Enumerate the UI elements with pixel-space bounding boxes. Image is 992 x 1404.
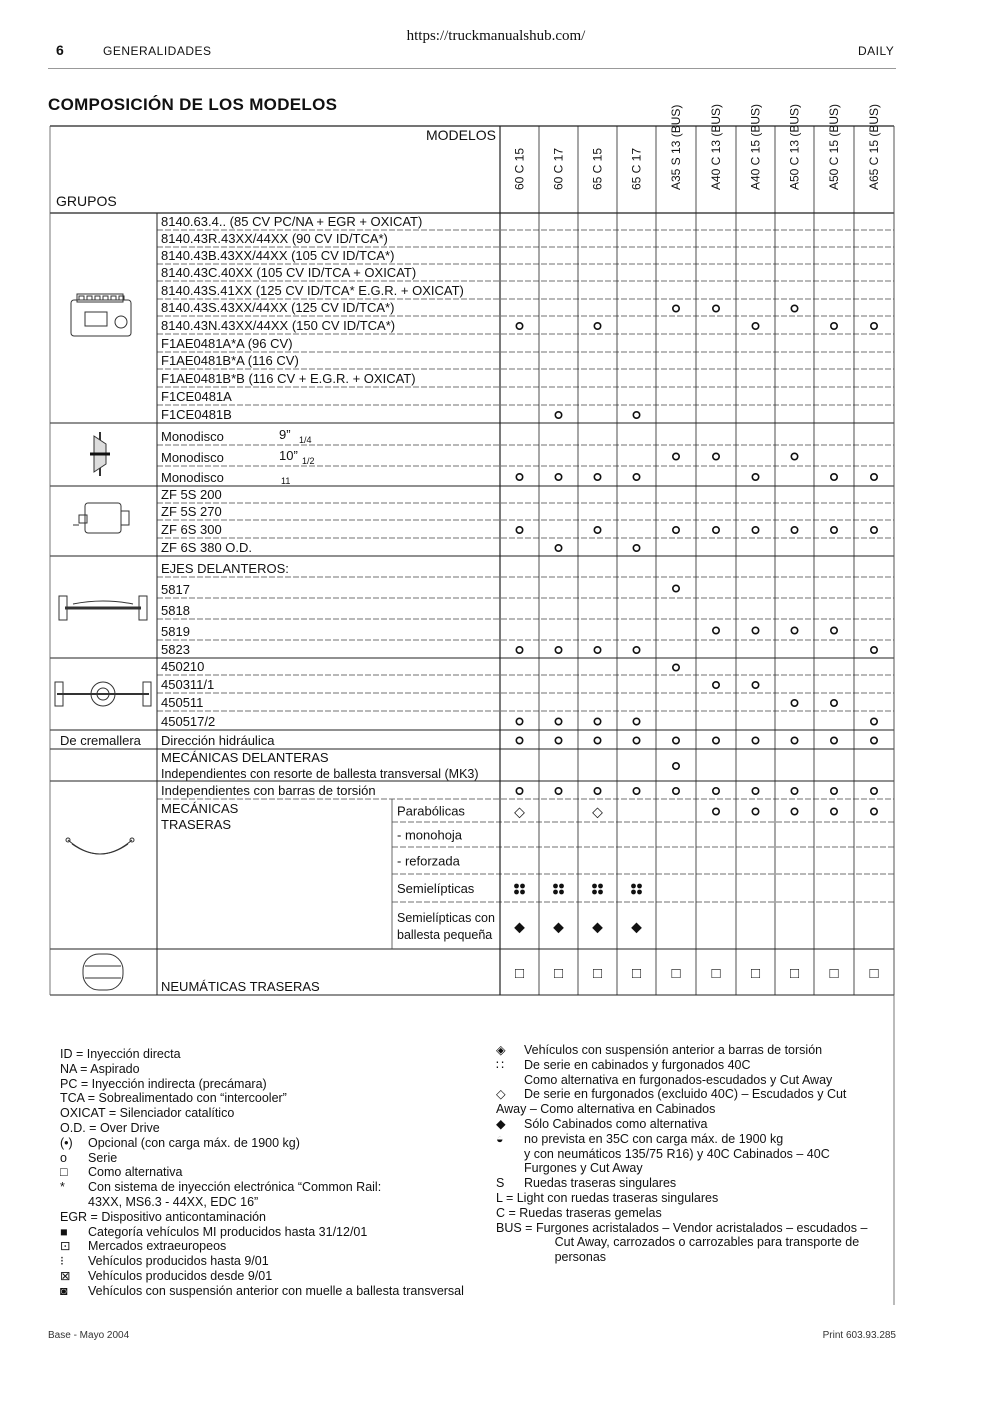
model-header: A50 C 13 (BUS) <box>787 103 802 190</box>
dot <box>514 884 519 889</box>
gearbox-case <box>85 503 121 533</box>
legend-item <box>60 1062 500 1077</box>
row-label: 10” <box>279 448 298 463</box>
legend-text: PC = Inyección indirecta (precámara) <box>60 1076 267 1091</box>
row-label: 5817 <box>161 582 190 597</box>
table-content <box>56 104 881 994</box>
standard-mark <box>871 647 877 653</box>
row-label: Monodisco <box>161 470 224 485</box>
option-mark: □ <box>829 965 839 982</box>
standard-mark <box>752 627 758 633</box>
standard-mark <box>831 788 837 794</box>
standard-mark <box>713 527 719 533</box>
legend-item <box>60 1210 500 1225</box>
legend-item <box>60 1106 500 1121</box>
brand-name: DAILY <box>858 44 895 58</box>
dot <box>631 890 636 895</box>
legend-text: De serie en furgonados (excluido 40C) – Escudados y Cut <box>524 1087 847 1102</box>
legend-item <box>60 1047 500 1062</box>
model-header: A50 C 15 (BUS) <box>827 103 841 190</box>
legend-text: L = Light con ruedas traseras singulares <box>496 1190 719 1205</box>
header-url[interactable]: https://truckmanualshub.com/ <box>406 28 586 44</box>
row-label: ZF 6S 300 <box>161 522 222 537</box>
row-label: F1AE0481B*B (116 CV + E.G.R. + OXICAT) <box>161 371 416 386</box>
standard-mark <box>791 808 797 814</box>
standard-mark <box>516 718 522 724</box>
legend-text: TCA = Sobrealimentado con “intercooler” <box>60 1091 287 1106</box>
row-label: 8140.43R.43XX/44XX (90 CV ID/TCA*) <box>161 231 388 246</box>
legend-item <box>496 1102 896 1117</box>
standard-mark <box>752 323 758 329</box>
legend-text: O.D. = Over Drive <box>60 1120 160 1135</box>
legend-text: Con sistema de inyección electrónica “Common Rail: <box>88 1180 382 1195</box>
row-label: 5819 <box>161 624 190 639</box>
standard-mark <box>594 788 600 794</box>
legend-symbol: ◒ <box>496 1131 504 1146</box>
legend-symbol <box>496 1161 524 1176</box>
spring-leaf <box>72 844 128 854</box>
legend-symbol: ◇ <box>496 1087 506 1102</box>
row-label: ZF 6S 380 O.D. <box>161 540 253 555</box>
legend-text: Como alternativa en furgonados-escudados y Cut Away <box>524 1072 833 1087</box>
legend-text: Away – Como alternativa en Cabinados <box>496 1102 716 1117</box>
row-label: 8140.63.4.. (85 CV PC/NA + EGR + OXICAT) <box>161 214 423 229</box>
legend-symbol <box>496 1235 523 1265</box>
page-title: COMPOSICIÓN DE LOS MODELOS <box>48 95 338 114</box>
standard-mark <box>713 788 719 794</box>
standard-mark <box>516 323 522 329</box>
legend-text: OXICAT = Silenciador catalítico <box>60 1106 235 1121</box>
legend-symbol: (•) <box>60 1135 73 1150</box>
standard-mark <box>831 700 837 706</box>
legend-item <box>496 1132 896 1147</box>
legend-text: EGR = Dispositivo anticontaminación <box>60 1209 266 1224</box>
legend-item <box>496 1235 896 1265</box>
standard-mark <box>594 718 600 724</box>
legend-text: Furgones y Cut Away <box>524 1161 643 1176</box>
legend-item <box>60 1225 500 1240</box>
standard-mark <box>555 788 561 794</box>
legend-item <box>60 1136 500 1151</box>
engine-port <box>79 296 84 300</box>
legend-text: no prevista en 35C con carga máx. de 1900 kg <box>524 1131 784 1146</box>
dot <box>559 884 564 889</box>
standard-mark <box>871 737 877 743</box>
legend-item <box>496 1147 896 1162</box>
standard-mark <box>831 474 837 480</box>
row-label: 8140.43C.40XX (105 CV ID/TCA + OXICAT) <box>161 265 417 280</box>
standard-mark <box>673 453 679 459</box>
model-header: A65 C 15 (BUS) <box>867 103 881 190</box>
tire-outline <box>83 954 123 990</box>
dot <box>514 890 519 895</box>
legend-text: Sólo Cabinados como alternativa <box>524 1116 708 1131</box>
option-mark: ◇ <box>514 803 525 820</box>
row-label: - reforzada <box>397 853 460 869</box>
standard-mark <box>516 474 522 480</box>
standard-mark <box>555 474 561 480</box>
legend-item <box>60 1091 500 1106</box>
section-title: GENERALIDADES <box>103 44 212 58</box>
standard-mark <box>791 627 797 633</box>
dot <box>592 890 597 895</box>
engine-icon <box>71 294 131 336</box>
standard-mark <box>516 737 522 743</box>
standard-mark <box>594 647 600 653</box>
legend-text: Opcional (con carga máx. de 1900 kg) <box>88 1135 300 1150</box>
dot <box>592 884 597 889</box>
legend-symbol <box>60 1195 88 1210</box>
standard-mark <box>633 737 639 743</box>
standard-mark <box>752 527 758 533</box>
legend-text: NA = Aspirado <box>60 1061 140 1076</box>
row-label: 8140.43S.41XX (125 CV ID/TCA* E.G.R. + OXICAT) <box>161 283 464 298</box>
standard-mark <box>871 474 877 480</box>
row-label: ZF 5S 270 <box>161 504 222 519</box>
option-mark: □ <box>869 965 879 982</box>
row-label: - monohoja <box>397 827 463 843</box>
model-header: 65 C 15 <box>590 147 605 190</box>
legend-symbol: ⁝ <box>60 1254 64 1269</box>
legend-item <box>60 1269 500 1284</box>
standard-mark <box>871 718 877 724</box>
standard-mark <box>831 808 837 814</box>
row-label: Monodisco <box>161 450 224 465</box>
legend-text: Como alternativa <box>88 1165 183 1180</box>
legend-symbol: ◆ <box>496 1116 506 1131</box>
engine-port <box>111 296 116 300</box>
legend-text: Categoría vehículos MI producidos hasta 31/12/01 <box>88 1224 368 1239</box>
row-label: NEUMÁTICAS TRASERAS <box>161 979 320 994</box>
row-label: MECÁNICAS DELANTERAS <box>161 750 329 765</box>
standard-mark <box>871 808 877 814</box>
legend-item <box>496 1221 896 1236</box>
engine-port <box>87 296 92 300</box>
engine-pulley <box>115 316 127 328</box>
standard-mark <box>555 545 561 551</box>
standard-mark <box>633 474 639 480</box>
option-mark: ◆ <box>631 918 642 935</box>
row-label: 450511 <box>161 695 204 710</box>
standard-mark <box>673 737 679 743</box>
gearbox-input <box>79 515 87 523</box>
dot <box>631 884 636 889</box>
standard-mark <box>555 647 561 653</box>
row-label: Independientes con barras de torsión <box>161 783 376 798</box>
legend-symbol: ∷ <box>496 1057 504 1072</box>
option-mark: ◆ <box>592 918 603 935</box>
row-label: 5823 <box>161 642 190 657</box>
option-mark: ◆ <box>553 918 564 935</box>
standard-mark <box>633 718 639 724</box>
option-mark: □ <box>514 965 525 982</box>
standard-mark <box>633 647 639 653</box>
legend-text: Ruedas traseras singulares <box>524 1176 677 1191</box>
row-label: Independientes con resorte de ballesta transversal (MK3) <box>161 767 479 781</box>
legend-item <box>60 1195 500 1210</box>
legend-text: BUS = Furgones acristalados – Vendor acristalados – escudados – <box>496 1220 868 1235</box>
row-label: F1CE0481A <box>161 389 232 404</box>
option-mark: □ <box>631 965 642 982</box>
legend-item <box>496 1117 896 1132</box>
groups-label: GRUPOS <box>56 193 117 209</box>
legend-text: y con neumáticos 135/75 R16) y 40C Cabinados – 40C <box>524 1146 830 1161</box>
legend-symbol <box>496 1073 524 1088</box>
row-label: 8140.43N.43XX/44XX (150 CV ID/TCA*) <box>161 318 396 333</box>
standard-mark <box>831 737 837 743</box>
standard-mark <box>713 682 719 688</box>
standard-mark <box>791 737 797 743</box>
legend-text: Serie <box>88 1150 118 1165</box>
standard-mark <box>594 737 600 743</box>
standard-mark <box>594 474 600 480</box>
standard-mark <box>516 647 522 653</box>
leaf-spring-icon <box>66 838 134 854</box>
standard-mark <box>791 305 797 311</box>
standard-mark <box>713 453 719 459</box>
option-mark: □ <box>592 965 603 982</box>
legend-text: Cut Away, carrozados o carrozables para transporte de personas <box>554 1235 860 1265</box>
legend-text: De serie en cabinados y furgonados 40C <box>524 1057 751 1072</box>
option-mark: □ <box>553 965 564 982</box>
option-mark: □ <box>711 965 721 982</box>
legend-symbol: o <box>60 1150 67 1165</box>
legend-text: 43XX, MS6.3 - 44XX, EDC 16” <box>88 1194 259 1209</box>
standard-mark <box>791 527 797 533</box>
row-label: 5818 <box>161 603 190 618</box>
standard-mark <box>673 527 679 533</box>
standard-mark <box>791 700 797 706</box>
legend-symbol: S <box>496 1176 505 1191</box>
legend-item <box>496 1058 896 1073</box>
model-header: A40 C 13 (BUS) <box>709 103 723 190</box>
legend-text: ID = Inyección directa <box>60 1047 181 1061</box>
footer-left: Base - Mayo 2004 <box>48 1330 130 1341</box>
legend-item <box>60 1165 500 1180</box>
engine-detail <box>85 312 107 326</box>
standard-mark <box>752 737 758 743</box>
semi-elliptic-mark <box>592 884 603 895</box>
model-header: 60 C 17 <box>551 147 566 190</box>
standard-mark <box>633 412 639 418</box>
row-label: 9” <box>279 427 291 442</box>
legend-item <box>496 1176 896 1191</box>
row-label: 1/2 <box>302 456 315 466</box>
row-label: Semielípticas con <box>397 911 495 925</box>
row-label: Dirección hidráulica <box>161 733 275 748</box>
standard-mark <box>633 545 639 551</box>
dot <box>637 884 642 889</box>
dot <box>520 890 525 895</box>
standard-mark <box>516 527 522 533</box>
legend-symbol: ⊡ <box>60 1239 71 1254</box>
dot <box>598 890 603 895</box>
legend-text: C = Ruedas traseras gemelas <box>496 1205 662 1220</box>
legend-item <box>496 1161 896 1176</box>
option-mark: ◇ <box>592 803 603 820</box>
standard-mark <box>713 808 719 814</box>
semi-elliptic-mark <box>514 884 525 895</box>
dot <box>553 884 558 889</box>
legend-text: Mercados extraeuropeos <box>88 1239 227 1254</box>
row-label: ZF 5S 200 <box>161 487 222 502</box>
engine-port <box>103 296 108 300</box>
legend-item <box>60 1077 500 1092</box>
standard-mark <box>555 718 561 724</box>
standard-mark <box>713 627 719 633</box>
row-label: F1AE0481A*A (96 CV) <box>161 336 293 351</box>
row-label: F1CE0481B <box>161 407 232 422</box>
standard-mark <box>871 788 877 794</box>
legend-symbol: ◙ <box>60 1283 68 1298</box>
model-header: 60 C 15 <box>512 147 527 190</box>
legend-item <box>60 1121 500 1136</box>
option-mark: □ <box>789 965 800 982</box>
row-label: 450517/2 <box>161 714 216 729</box>
legend-symbol: □ <box>60 1165 68 1180</box>
legend-symbol <box>496 1147 524 1162</box>
legend-symbol: * <box>60 1180 65 1195</box>
model-header: A40 C 15 (BUS) <box>748 103 763 190</box>
standard-mark <box>555 737 561 743</box>
rear-axle-icon <box>55 682 151 706</box>
row-label: Monodisco <box>161 429 224 444</box>
row-label: 8140.43S.43XX/44XX (125 CV ID/TCA*) <box>161 300 395 315</box>
row-label: 8140.43B.43XX/44XX (105 CV ID/TCA*) <box>161 248 395 263</box>
standard-mark <box>713 305 719 311</box>
legend-text: Vehículos producidos desde 9/01 <box>88 1268 273 1283</box>
dot <box>553 890 558 895</box>
models-label: MODELOS <box>425 127 496 143</box>
option-mark: ◆ <box>514 918 525 935</box>
standard-mark <box>752 682 758 688</box>
standard-mark <box>673 305 679 311</box>
legend-item <box>496 1073 896 1088</box>
dot <box>598 884 603 889</box>
legend-symbol: ◈ <box>496 1043 506 1057</box>
standard-mark <box>594 527 600 533</box>
semi-elliptic-mark <box>553 884 564 895</box>
standard-mark <box>713 737 719 743</box>
option-mark: □ <box>671 965 681 982</box>
standard-mark <box>673 763 679 769</box>
row-label: EJES DELANTEROS: <box>161 561 289 576</box>
row-label: 11 <box>281 476 291 486</box>
standard-mark <box>673 788 679 794</box>
legend-item <box>60 1180 500 1195</box>
legend-item <box>60 1151 500 1166</box>
legend-item <box>60 1254 500 1269</box>
standard-mark <box>871 323 877 329</box>
clutch-icon <box>90 432 110 476</box>
row-label: TRASERAS <box>161 817 232 832</box>
model-header: A35 S 13 (BUS) <box>669 104 683 190</box>
standard-mark <box>673 585 679 591</box>
row-label: ballesta pequeña <box>397 928 493 942</box>
engine-port <box>95 296 100 300</box>
row-label: MECÁNICAS <box>161 801 239 816</box>
legend-text: Vehículos producidos hasta 9/01 <box>88 1254 269 1269</box>
legend-symbol: ⊠ <box>60 1268 71 1283</box>
footer-right: Print 603.93.285 <box>822 1330 896 1341</box>
legend-item <box>496 1206 896 1221</box>
row-label: 1/4 <box>299 435 312 445</box>
standard-mark <box>633 788 639 794</box>
standard-mark <box>831 527 837 533</box>
row-label: Parabólicas <box>397 803 465 819</box>
front-axle-icon <box>59 596 147 620</box>
legend-right <box>496 1043 896 1265</box>
legend-item <box>496 1087 896 1102</box>
standard-mark <box>752 474 758 480</box>
axle-spring <box>73 601 133 604</box>
row-label: 450311/1 <box>161 677 215 692</box>
standard-mark <box>516 788 522 794</box>
standard-mark <box>871 527 877 533</box>
row-label: F1AE0481B*A (116 CV) <box>161 353 299 368</box>
legend-text: Vehículos con suspensión anterior con muelle a ballesta transversal <box>88 1283 464 1298</box>
standard-mark <box>831 627 837 633</box>
group-label: De cremallera <box>60 733 141 748</box>
dot <box>637 890 642 895</box>
standard-mark <box>791 453 797 459</box>
row-label: 450210 <box>161 659 205 674</box>
dot <box>520 884 525 889</box>
option-mark: □ <box>750 965 761 982</box>
standard-mark <box>831 323 837 329</box>
engine-block <box>71 300 131 336</box>
standard-mark <box>555 412 561 418</box>
legend-item <box>496 1191 896 1206</box>
page-number: 6 <box>56 42 64 58</box>
model-header: 65 C 17 <box>629 147 644 190</box>
spring-leaf <box>68 840 132 854</box>
legend-text: Vehículos con suspensión anterior a barras de torsión <box>524 1043 823 1057</box>
standard-mark <box>791 788 797 794</box>
legend-symbol: ■ <box>60 1224 68 1239</box>
legend-left <box>60 1047 500 1299</box>
standard-mark <box>673 664 679 670</box>
legend-item <box>60 1284 500 1299</box>
legend-item <box>60 1239 500 1254</box>
gearbox-output <box>121 511 129 525</box>
tire-icon <box>83 954 123 990</box>
standard-mark <box>752 808 758 814</box>
standard-mark <box>752 788 758 794</box>
row-label: Semielípticas <box>397 881 475 896</box>
standard-mark <box>594 323 600 329</box>
semi-elliptic-mark <box>631 884 642 895</box>
dot <box>559 890 564 895</box>
gearbox-icon <box>73 503 129 533</box>
legend-item <box>496 1043 896 1058</box>
